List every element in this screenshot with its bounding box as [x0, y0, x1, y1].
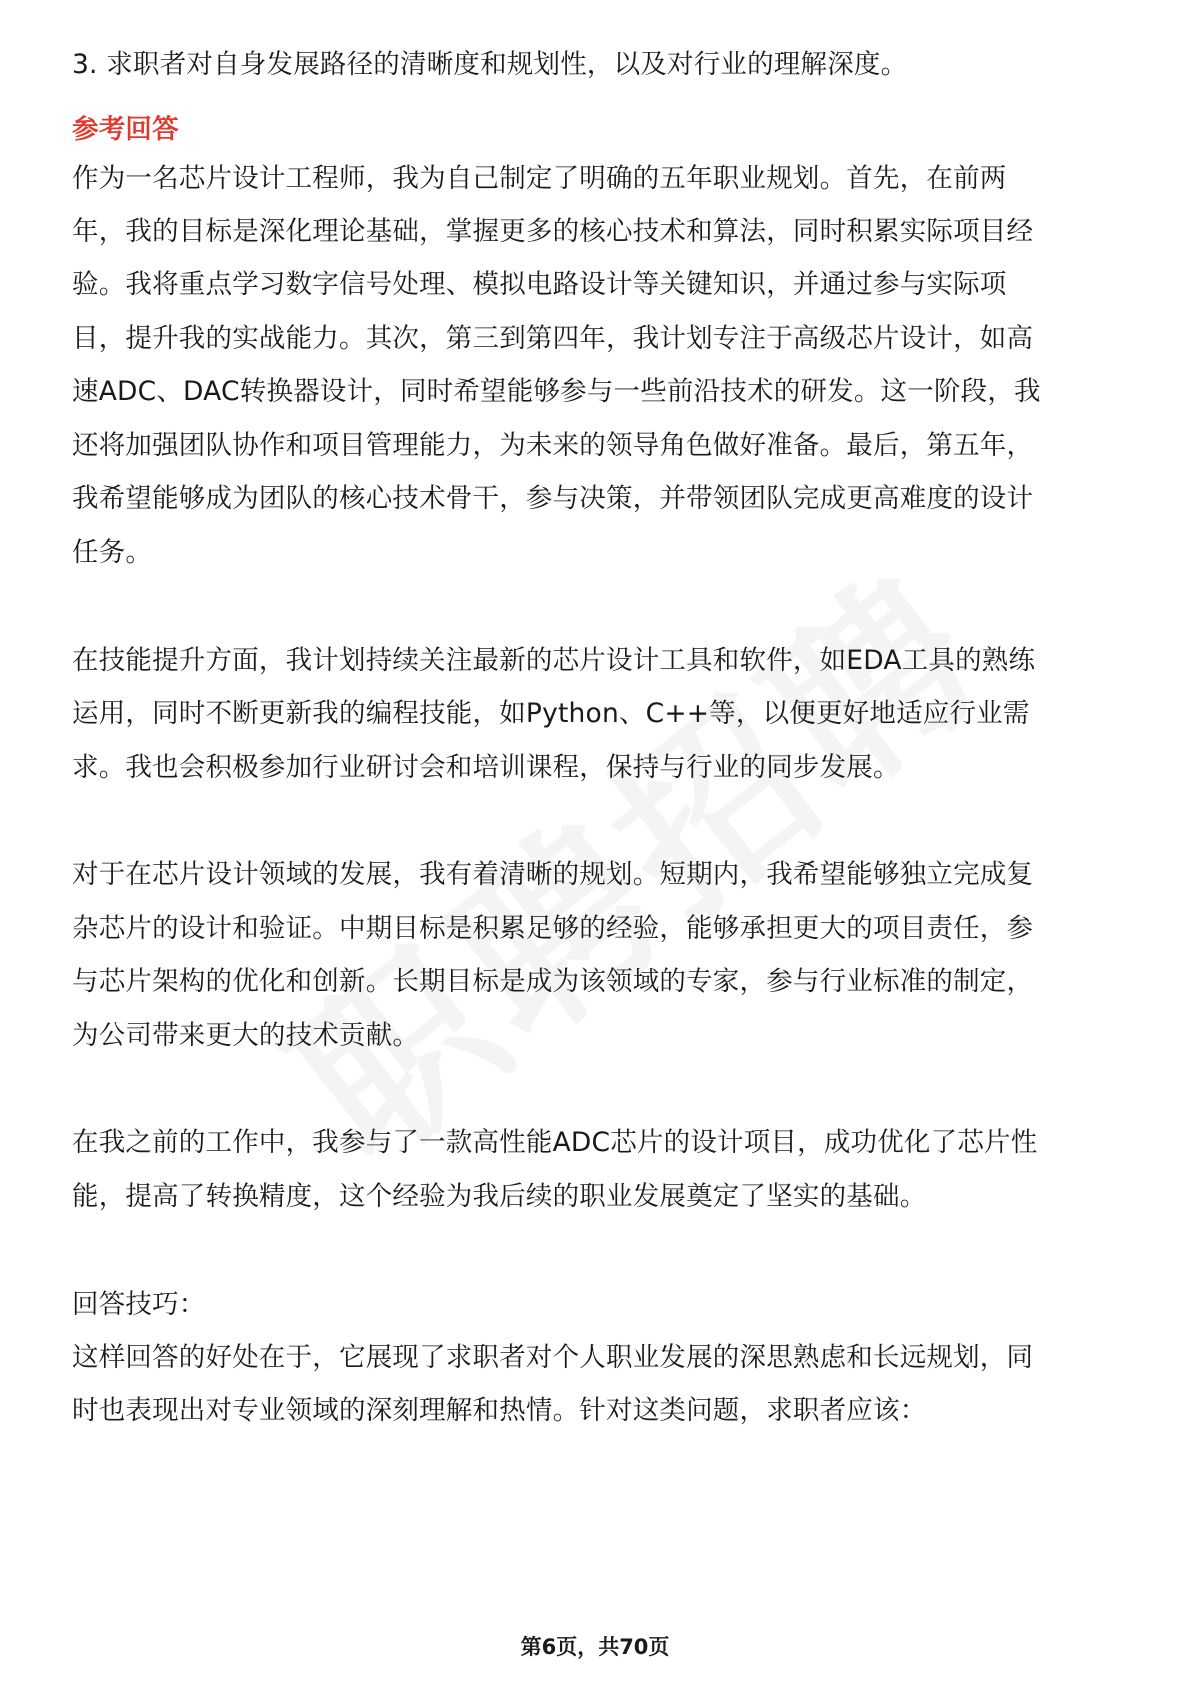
page-number: 第6页，共70页 — [520, 1635, 670, 1659]
watermark — [231, 503, 1029, 1211]
para5-line: 这样回答的好处在于，它展现了求职者对个人职业发展的深思熟虑和长远规划，同 — [72, 1342, 1034, 1373]
intro-point: 3. 求职者对自身发展路径的清晰度和规划性，以及对行业的理解深度。 — [72, 49, 908, 80]
para5-line: 时也表现出对专业领域的深刻理解和热情。针对这类问题，求职者应该： — [72, 1395, 927, 1426]
para4-line: 在我之前的工作中，我参与了一款高性能ADC芯片的设计项目，成功优化了芯片性 — [72, 1127, 1038, 1158]
para2-line: 求。我也会积极参加行业研讨会和培训课程，保持与行业的同步发展。 — [72, 752, 900, 783]
para1-line: 年，我的目标是深化理论基础，掌握更多的核心技术和算法，同时积累实际项目经 — [72, 216, 1034, 247]
tips-heading: 回答技巧： — [72, 1289, 206, 1320]
para3-line: 对于在芯片设计领域的发展，我有着清晰的规划。短期内，我希望能够独立完成复 — [72, 859, 1034, 890]
answer-heading: 参考回答 — [72, 114, 179, 145]
para1-line: 还将加强团队协作和项目管理能力，为未来的领导角色做好准备。最后，第五年， — [72, 430, 1034, 461]
para1-line: 速ADC、DAC转换器设计，同时希望能够参与一些前沿技术的研发。这一阶段，我 — [72, 376, 1041, 407]
para3-line: 为公司带来更大的技术贡献。 — [72, 1020, 420, 1051]
para1-line: 目，提升我的实战能力。其次，第三到第四年，我计划专注于高级芯片设计，如高 — [72, 323, 1034, 354]
para1-line: 验。我将重点学习数字信号处理、模拟电路设计等关键知识，并通过参与实际项 — [72, 269, 1007, 300]
para2-line: 在技能提升方面，我计划持续关注最新的芯片设计工具和软件，如EDA工具的熟练 — [72, 645, 1036, 676]
para4-line: 能，提高了转换精度，这个经验为我后续的职业发展奠定了坚实的基础。 — [72, 1181, 927, 1212]
para3-line: 杂芯片的设计和验证。中期目标是积累足够的经验，能够承担更大的项目责任，参 — [72, 913, 1034, 944]
para1-line: 作为一名芯片设计工程师，我为自己制定了明确的五年职业规划。首先，在前两 — [72, 163, 1007, 194]
para1-line: 任务。 — [72, 537, 153, 568]
para2-line: 运用，同时不断更新我的编程技能，如Python、C++等，以便更好地适应行业需 — [72, 698, 1030, 729]
para3-line: 与芯片架构的优化和创新。长期目标是成为该领域的专家，参与行业标准的制定， — [72, 966, 1034, 997]
para1-line: 我希望能够成为团队的核心技术骨干，参与决策，并带领团队完成更高难度的设计 — [72, 483, 1034, 514]
